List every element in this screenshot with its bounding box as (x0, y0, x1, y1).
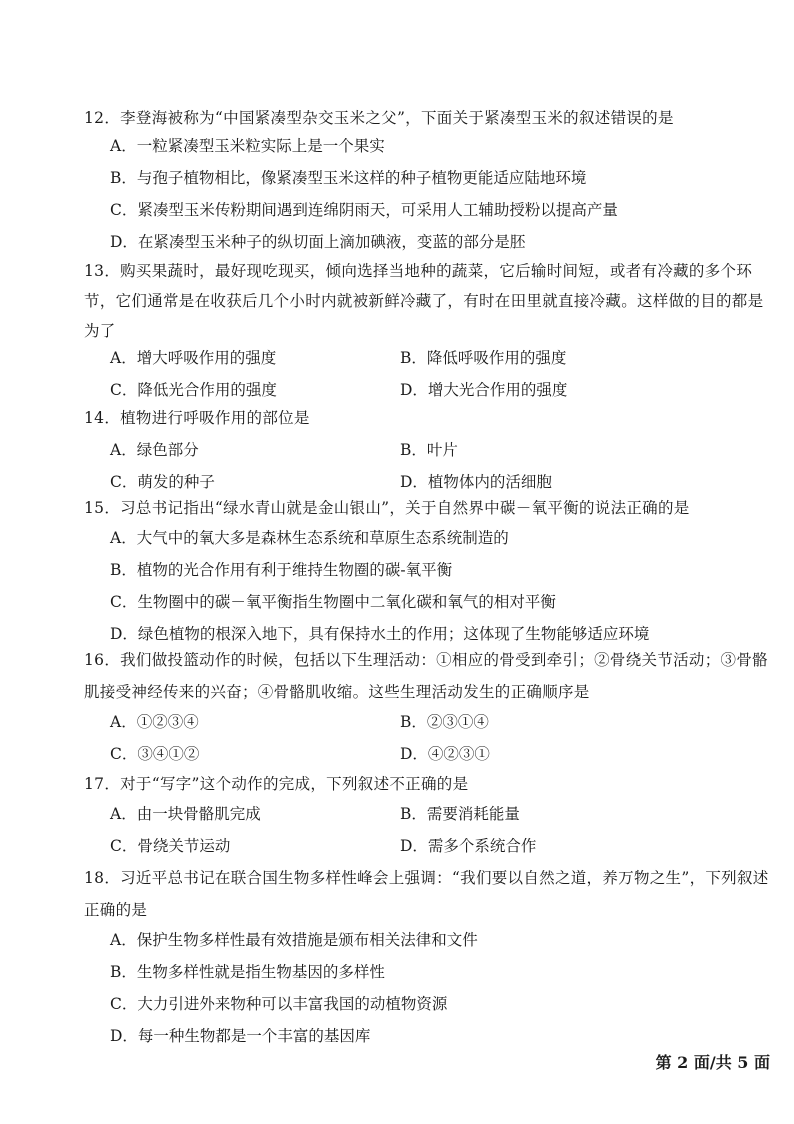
option-b: B．植物的光合作用有利于维持生物圈的碳-氧平衡 (110, 561, 453, 579)
question-15-options (110, 522, 770, 650)
option-b: B．与孢子植物相比，像紧凑型玉米这样的种子植物更能适应陆地环境 (110, 169, 587, 187)
option-d: D．④②③① (400, 745, 490, 763)
question-stem: 12．李登海被称为“中国紧凑型杂交玉米之父”，下面关于紧凑型玉米的叙述错误的是 (84, 109, 674, 127)
question-stem: 18．习近平总书记在联合国生物多样性峰会上强调：“我们要以自然之道，养万物之生”，下列叙述正确的是 (84, 869, 769, 919)
option-d: D．增大光合作用的强度 (400, 381, 568, 399)
option-b: B．②③①④ (400, 713, 489, 731)
question-12 (84, 104, 774, 133)
option-d: D．绿色植物的根深入地下，具有保持水土的作用；这体现了生物能够适应环境 (110, 625, 650, 643)
option-d: D．植物体内的活细胞 (400, 473, 552, 491)
question-13 (84, 256, 774, 346)
option-c: C．降低光合作用的强度 (110, 381, 277, 399)
question-16-options (110, 706, 770, 770)
option-c: C．③④①② (110, 745, 200, 763)
option-c: C．骨绕关节运动 (110, 837, 231, 855)
question-14 (84, 404, 774, 433)
question-stem: 17．对于“写字”这个动作的完成，下列叙述不正确的是 (84, 775, 469, 793)
option-d: D．每一种生物都是一个丰富的基因库 (110, 1027, 371, 1045)
question-13-options (110, 342, 770, 406)
option-b: B．叶片 (400, 441, 458, 459)
option-c: C．紧凑型玉米传粉期间遇到连绵阴雨天，可采用人工辅助授粉以提高产量 (110, 201, 618, 219)
page-number: 第 2 面/共 5 面 (655, 1053, 770, 1072)
question-16 (84, 644, 774, 708)
question-stem: 13．购买果蔬时，最好现吃现买，倾向选择当地种的蔬菜，它后输时间短，或者有冷藏的多个环节，它们通常是在收获后几个小时内就被新鲜冷藏了，有时在田里就直接冷藏。这样做的目的都是为了 (84, 262, 764, 340)
option-a: A．大气中的氧大多是森林生态系统和草原生态系统制造的 (110, 529, 509, 547)
question-stem: 14．植物进行呼吸作用的部位是 (84, 409, 310, 427)
option-b: B．生物多样性就是指生物基因的多样性 (110, 963, 385, 981)
option-c: C．大力引进外来物种可以丰富我国的动植物资源 (110, 995, 448, 1013)
question-15 (84, 494, 774, 523)
option-a: A．保护生物多样性最有效措施是颁布相关法律和文件 (110, 931, 478, 949)
question-12-options (110, 130, 770, 258)
option-b: B．需要消耗能量 (400, 805, 520, 823)
option-b: B．降低呼吸作用的强度 (400, 349, 567, 367)
question-18 (84, 862, 774, 926)
question-17 (84, 770, 774, 799)
question-stem: 16．我们做投篮动作的时候，包括以下生理活动：①相应的骨受到牵引；②骨绕关节活动；③骨骼肌接受神经传来的兴奋；④骨骼肌收缩。这些生理活动发生的正确顺序是 (84, 651, 768, 701)
option-a: A．由一块骨骼肌完成 (110, 805, 261, 823)
question-17-options (110, 798, 770, 862)
option-d: D．在紧凑型玉米种子的纵切面上滴加碘液，变蓝的部分是胚 (110, 233, 526, 251)
question-14-options (110, 434, 770, 498)
option-d: D．需多个系统合作 (400, 837, 537, 855)
option-c: C．生物圈中的碳－氧平衡指生物圈中二氧化碳和氧气的相对平衡 (110, 593, 556, 611)
option-c: C．萌发的种子 (110, 473, 215, 491)
option-a: A．增大呼吸作用的强度 (110, 349, 277, 367)
option-a: A．绿色部分 (110, 441, 199, 459)
question-18-options (110, 924, 770, 1052)
option-a: A．①②③④ (110, 713, 199, 731)
question-stem: 15．习总书记指出“绿水青山就是金山银山”，关于自然界中碳－氧平衡的说法正确的是 (84, 499, 690, 517)
option-a: A．一粒紧凑型玉米粒实际上是一个果实 (110, 137, 385, 155)
